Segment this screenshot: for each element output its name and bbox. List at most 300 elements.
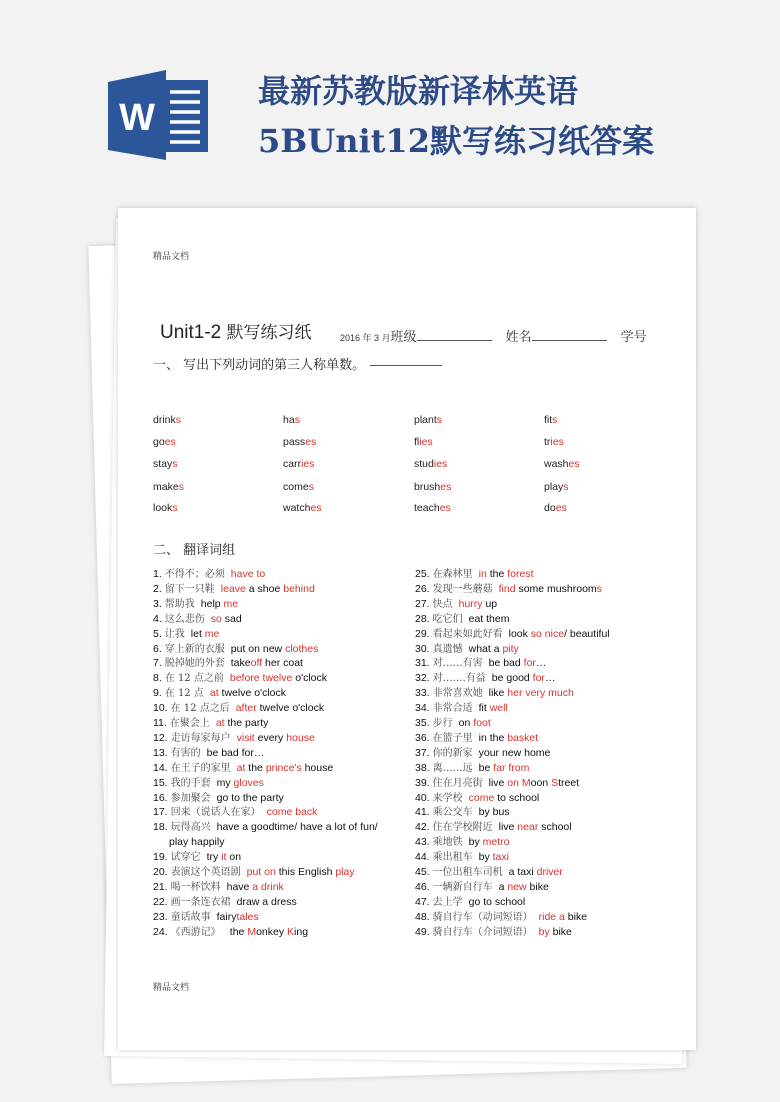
phrase-item	[153, 746, 264, 761]
phrase-item	[153, 627, 219, 642]
answer-text: visit	[236, 731, 255, 744]
answer-text: a drink	[252, 880, 284, 893]
phrase-chinese: 穿上新的衣服	[164, 643, 225, 655]
phrase-item	[415, 671, 555, 686]
phrase-chinese: 在 12 点之前	[164, 673, 224, 685]
phrase-chinese: 非常合适	[432, 703, 473, 715]
answer-text: near	[517, 821, 539, 834]
verb-answer	[544, 481, 569, 493]
phrase-item	[415, 686, 574, 701]
number-blank[interactable]	[370, 365, 442, 366]
verb-stem: carr	[283, 458, 302, 470]
verb-suffix: s	[172, 458, 178, 470]
phrase-number: 21.	[153, 880, 168, 893]
verb-suffix: s	[172, 502, 178, 514]
answer-text: after	[235, 702, 257, 715]
answer-text: pity	[502, 642, 519, 655]
verb-answer	[414, 414, 442, 426]
verb-answer	[283, 481, 314, 493]
phrase-chinese: 喝一杯饮料	[170, 881, 221, 893]
phrase-item	[153, 597, 238, 612]
verb-stem: fl	[414, 436, 420, 448]
phrase-chinese: 《西游记》	[170, 926, 224, 938]
top-label: 精品文档	[153, 252, 190, 262]
phrase-chinese: 骑自行车（介词短语）	[432, 926, 533, 938]
phrase-text: help	[200, 597, 224, 610]
phrase-chinese: 走访每家每户	[170, 732, 231, 744]
answer-text: driver	[536, 866, 563, 878]
phrase-text: bike	[564, 910, 588, 923]
heading-title: 默写练习纸	[226, 323, 312, 343]
phrase-item	[153, 820, 378, 835]
phrase-item	[415, 761, 529, 776]
phrase-item	[153, 910, 259, 925]
verb-stem: ha	[283, 414, 295, 426]
answer-text: before twelve	[229, 672, 293, 685]
phrase-text: fit	[478, 702, 490, 715]
phrase-text: take	[230, 657, 251, 670]
phrase-item	[415, 895, 525, 910]
verb-stem: watch	[283, 502, 311, 514]
phrase-text: let	[190, 627, 205, 640]
phrase-number: 23.	[153, 910, 168, 923]
phrase-item	[153, 671, 327, 686]
phrase-chinese: 我的手套	[170, 777, 211, 789]
phrase-item	[153, 656, 303, 671]
phrase-text: bike	[526, 880, 549, 893]
phrase-number: 4.	[153, 612, 162, 625]
phrase-number: 24.	[153, 925, 168, 938]
phrase-chinese: 让我	[164, 628, 185, 640]
phrase-number: 16.	[153, 791, 168, 804]
phrase-number: 31.	[415, 657, 430, 670]
phrase-chinese: 童话故事	[170, 911, 211, 923]
date: 2016 年 3 月	[340, 333, 391, 343]
answer-text: off	[250, 657, 263, 670]
verb-stem: drink	[153, 414, 176, 426]
phrase-number: 32.	[415, 672, 430, 685]
phrase-text: twelve o'clock	[256, 702, 325, 715]
phrase-item	[415, 642, 519, 657]
phrase-number: 15.	[153, 776, 168, 789]
phrase-number: 10.	[153, 702, 168, 715]
phrase-text: onkey	[256, 925, 287, 938]
answer-text: s	[596, 582, 602, 595]
svg-text:W: W	[119, 97, 155, 139]
answer-text: S	[551, 776, 559, 789]
phrase-number: 33.	[415, 687, 430, 700]
number-label: 学号	[620, 330, 647, 345]
phrase-number: 45.	[415, 866, 430, 878]
verb-answer	[153, 436, 176, 448]
phrase-text: bike	[549, 925, 572, 938]
phrase-text: go to school	[468, 895, 526, 908]
answer-text: metro	[482, 836, 510, 849]
phrase-item	[415, 865, 563, 880]
verb-answer	[283, 414, 300, 426]
phrase-text: the party	[224, 717, 269, 729]
page-title: 最新苏教版新译林英语5BUnit12默写练习纸答案	[258, 72, 654, 160]
phrase-number: 3.	[153, 597, 162, 610]
answer-text: house	[286, 731, 315, 744]
answer-text: come	[468, 791, 495, 804]
phrase-number: 1.	[153, 568, 162, 580]
phrase-chinese: 非常喜欢她	[432, 688, 483, 700]
answer-text: hurry	[458, 597, 483, 610]
answer-text: well	[489, 702, 508, 715]
phrase-number: 43.	[415, 836, 430, 849]
phrase-text: a shoe	[245, 582, 284, 595]
phrase-text: a taxi	[508, 866, 537, 878]
verb-suffix: ies	[301, 458, 315, 470]
phrase-chinese: 一辆新自行车	[432, 881, 493, 893]
phrase-number: 7.	[153, 657, 162, 670]
phrase-number: 11.	[153, 717, 167, 729]
class-blank[interactable]	[417, 328, 492, 341]
phrase-item	[415, 910, 587, 925]
phrase-text: by	[478, 851, 493, 864]
phrase-number: 39.	[415, 776, 430, 789]
phrase-text: live	[488, 776, 508, 789]
phrase-text: try	[206, 851, 222, 864]
phrase-text: ing	[294, 925, 309, 938]
phrase-item	[415, 731, 538, 746]
answer-text: for	[532, 672, 545, 685]
verb-suffix: es	[440, 481, 452, 493]
answer-text: at	[236, 761, 246, 774]
phrase-text: have	[226, 880, 253, 893]
phrase-number: 46.	[415, 880, 430, 893]
class-label: 班级	[390, 330, 417, 345]
verb-answer	[414, 481, 451, 493]
phrase-text: her coat	[262, 657, 303, 670]
answer-text: far from	[493, 761, 530, 774]
phrase-number: 8.	[153, 672, 162, 685]
answer-text: clothes	[285, 642, 319, 655]
verb-answer	[414, 458, 447, 470]
phrase-text: sad	[221, 612, 242, 625]
verb-suffix: es	[555, 502, 567, 514]
verb-stem: stud	[414, 458, 434, 470]
phrase-number: 42.	[415, 821, 430, 834]
phrase-item	[415, 880, 549, 895]
answer-text: have to	[230, 568, 266, 580]
verb-stem: wash	[544, 458, 569, 470]
answer-text: so nice	[530, 627, 565, 640]
answer-text: put on	[246, 866, 276, 878]
answer-text: me	[223, 597, 239, 610]
phrase-chinese: 在篮子里	[432, 732, 473, 744]
phrase-item	[415, 776, 579, 791]
verb-suffix: es	[305, 436, 317, 448]
phrase-number: 28.	[415, 612, 430, 625]
verb-suffix: s	[308, 481, 314, 493]
answer-text: it	[221, 851, 227, 864]
answer-text: on M	[507, 776, 531, 789]
phrase-text: go to the party	[216, 791, 284, 804]
answer-text: at	[215, 717, 225, 729]
phrase-text: be good	[491, 672, 533, 685]
phrase-chinese: 玩得高兴	[170, 822, 211, 834]
phrase-chinese: 对……有害	[432, 658, 483, 670]
phrase-number: 18.	[153, 821, 168, 834]
answer-text: her very much	[507, 687, 574, 700]
phrase-number: 47.	[415, 895, 430, 908]
name-blank[interactable]	[532, 328, 607, 341]
phrase-text: fairy	[216, 910, 237, 923]
verb-suffix: es	[439, 502, 451, 514]
phrase-item	[153, 686, 286, 701]
phrase-item	[415, 627, 610, 642]
phrase-text: the	[245, 761, 266, 774]
answer-text: new	[507, 880, 527, 893]
phrase-text: be	[478, 761, 494, 774]
phrase-number: 25.	[415, 568, 430, 580]
phrase-chinese: 住在月亮街	[432, 777, 483, 789]
verb-stem: play	[544, 481, 564, 493]
answer-text: behind	[283, 582, 315, 595]
answer-text: basket	[507, 731, 539, 744]
answer-text: M	[247, 925, 257, 938]
phrase-item	[153, 567, 265, 582]
verb-suffix: ies	[419, 436, 433, 448]
phrase-number: 2.	[153, 582, 162, 595]
phrase-number: 26.	[415, 582, 430, 595]
phrase-text: eat them	[468, 612, 510, 625]
phrase-chinese: 乘地铁	[432, 837, 463, 849]
verb-stem: go	[153, 436, 165, 448]
verb-suffix: ies	[550, 436, 564, 448]
phrase-text: in the	[478, 731, 508, 744]
phrase-number: 22.	[153, 895, 168, 908]
phrase-item	[415, 746, 550, 761]
phrase-text: draw a dress	[236, 895, 297, 908]
phrase-item	[415, 597, 497, 612]
phrase-number: 44.	[415, 851, 430, 864]
phrase-item	[153, 805, 317, 820]
phrase-chinese: 不得不；必须	[164, 569, 225, 580]
phrase-number: 20.	[153, 866, 168, 878]
phrase-item	[415, 716, 491, 731]
phrase-chinese: 有害的	[170, 747, 201, 759]
name-label: 姓名	[505, 330, 532, 345]
phrase-item	[415, 612, 509, 627]
phrase-text: to school	[494, 791, 540, 804]
phrase-item	[415, 835, 509, 850]
phrase-text: this English	[275, 866, 336, 878]
phrase-text: oon	[530, 776, 552, 789]
phrase-number: 35.	[415, 717, 430, 729]
phrase-chinese: 在森林里	[432, 569, 473, 580]
verb-stem: look	[153, 502, 173, 514]
phrase-text: some mushroom	[515, 582, 597, 595]
verb-suffix: s	[294, 414, 300, 426]
verb-suffix: ies	[433, 458, 448, 470]
phrase-chinese: 骑自行车（动词短语）	[432, 911, 533, 923]
phrase-text: put on new	[230, 642, 286, 655]
phrase-chinese: 快点	[432, 598, 453, 610]
phrase-item	[153, 642, 318, 657]
phrase-text: treet	[558, 776, 580, 789]
verb-suffix: s	[175, 414, 182, 426]
phrase-text: live	[498, 821, 518, 834]
answer-text: leave	[220, 582, 246, 595]
student-info	[340, 326, 647, 345]
phrase-number: 36.	[415, 731, 430, 744]
phrase-chinese: 你的新家	[432, 747, 473, 759]
phrase-chinese: 在 12 点之后	[170, 703, 230, 715]
phrase-text: …	[535, 657, 547, 670]
phrase-item	[153, 850, 241, 865]
verb-stem: come	[283, 481, 309, 493]
phrase-number: 17.	[153, 806, 168, 819]
phrase-number: 40.	[415, 791, 430, 804]
verb-stem: make	[153, 481, 179, 493]
phrase-item	[153, 895, 297, 910]
phrase-chinese: 参加聚会	[170, 792, 211, 804]
phrase-item	[415, 582, 602, 597]
verb-stem: teach	[414, 502, 440, 514]
phrase-text: / beautiful	[564, 627, 610, 640]
section-1-title: 一、 写出下列动词的第三人称单数。	[153, 358, 366, 373]
phrase-number: 13.	[153, 746, 168, 759]
worksheet-heading	[160, 318, 312, 344]
phrase-chinese: 一位出租车司机	[432, 867, 503, 878]
phrase-chinese: 发现一些蘑菇	[432, 583, 493, 595]
phrase-text: a	[498, 880, 508, 893]
answer-text: in	[478, 568, 487, 580]
phrase-chinese: 乘出租车	[432, 852, 473, 864]
phrase-chinese: 试穿它	[170, 852, 201, 864]
phrase-number: 14.	[153, 761, 168, 774]
phrase-number: 29.	[415, 627, 430, 640]
phrase-number: 37.	[415, 746, 430, 759]
phrase-item	[153, 791, 284, 806]
phrase-item	[153, 731, 315, 746]
answer-text: ride a	[538, 910, 565, 923]
phrase-text: on	[226, 851, 242, 864]
answer-text: find	[498, 582, 516, 595]
phrase-chinese: 住在学校附近	[432, 822, 493, 834]
phrase-item	[153, 716, 268, 731]
phrase-text: the	[486, 568, 508, 580]
phrase-item	[415, 805, 510, 820]
phrase-item	[415, 925, 572, 940]
answer-text: me	[204, 627, 220, 640]
phrase-item	[415, 820, 572, 835]
phrase-text: school	[538, 821, 572, 834]
phrase-text: by bus	[478, 806, 510, 819]
phrase-item	[153, 701, 324, 716]
phrase-text: have a goodtime/ have a lot of fun/	[216, 821, 378, 834]
verb-answer	[414, 436, 433, 448]
verb-answer	[153, 414, 181, 426]
verb-suffix: s	[563, 481, 569, 493]
answer-text: prince's	[265, 761, 302, 774]
phrase-item	[415, 567, 534, 582]
phrase-text: be bad for…	[206, 746, 265, 759]
answer-text: foot	[473, 717, 491, 729]
phrase-item	[153, 776, 264, 791]
phrase-number: 6.	[153, 642, 162, 655]
phrase-number: 38.	[415, 761, 430, 774]
answer-text: tales	[236, 910, 259, 923]
answer-text: so	[210, 612, 222, 625]
section-2-title: 二、 翻译词组	[153, 543, 236, 558]
phrase-text: your new home	[478, 746, 551, 759]
answer-text: taxi	[492, 851, 509, 864]
phrase-text: my	[216, 776, 234, 789]
answer-text: come back	[266, 806, 318, 819]
verb-stem: do	[544, 502, 556, 514]
phrase-text: like	[488, 687, 508, 700]
phrase-chinese: 对…….有益	[432, 673, 486, 685]
word-document-icon	[108, 70, 208, 160]
phrase-chinese: 在 12 点	[164, 688, 204, 700]
verb-stem: tr	[544, 436, 551, 448]
phrase-text: look	[508, 627, 531, 640]
phrase-chinese: 来学校	[432, 792, 463, 804]
answer-text: at	[209, 687, 219, 700]
phrase-number: 30.	[415, 642, 430, 655]
verb-answer	[414, 502, 451, 514]
phrase-chinese: 这么悲伤	[164, 613, 205, 625]
answer-text: by	[538, 925, 550, 938]
phrase-text: on	[458, 717, 474, 729]
answer-text: for	[523, 657, 536, 670]
verb-suffix: es	[164, 436, 176, 448]
heading-unit: Unit1-2	[160, 322, 222, 343]
answer-text: forest	[507, 568, 534, 580]
answer-text: K	[287, 925, 295, 938]
phrase-chinese: 在聚会上	[169, 718, 210, 729]
phrase-chinese: 看起来如此好看	[432, 628, 503, 640]
phrase-chinese: 去上学	[432, 896, 463, 908]
phrase-item	[153, 925, 308, 940]
answer-text: play	[335, 866, 355, 878]
phrase-text: what a	[468, 642, 503, 655]
phrase-chinese: 回来（说话人在家）	[170, 807, 261, 819]
phrase-item	[153, 880, 284, 895]
phrase-text: be bad	[488, 657, 524, 670]
phrase-number: 12.	[153, 731, 168, 744]
verb-stem: plant	[414, 414, 437, 426]
verb-suffix: es	[310, 502, 322, 514]
phrase-number: 34.	[415, 702, 430, 715]
phrase-chinese: 乘公交车	[432, 807, 473, 819]
verb-stem: stay	[153, 458, 173, 470]
phrase-text: o'clock	[292, 672, 327, 685]
phrase-text: by	[468, 836, 483, 849]
phrase-item	[153, 865, 355, 880]
phrase-number: 19.	[153, 851, 168, 864]
verb-stem: brush	[414, 481, 441, 493]
phrase-number: 41.	[415, 806, 430, 819]
bottom-label: 精品文档	[153, 983, 190, 993]
verb-answer	[283, 502, 322, 514]
verb-suffix: s	[178, 481, 184, 493]
phrase-chinese: 脱掉她的外套	[164, 658, 225, 670]
verb-answer	[283, 458, 315, 470]
verb-answer	[544, 414, 557, 426]
verb-suffix: s	[436, 414, 443, 426]
phrase-chinese: 离……远	[432, 762, 473, 774]
verb-answer	[153, 481, 184, 493]
phrase-continuation: play happily	[169, 836, 225, 849]
phrase-chinese: 在王子的家里	[170, 762, 231, 774]
verb-stem: fit	[544, 414, 553, 426]
phrase-number: 48.	[415, 910, 430, 923]
